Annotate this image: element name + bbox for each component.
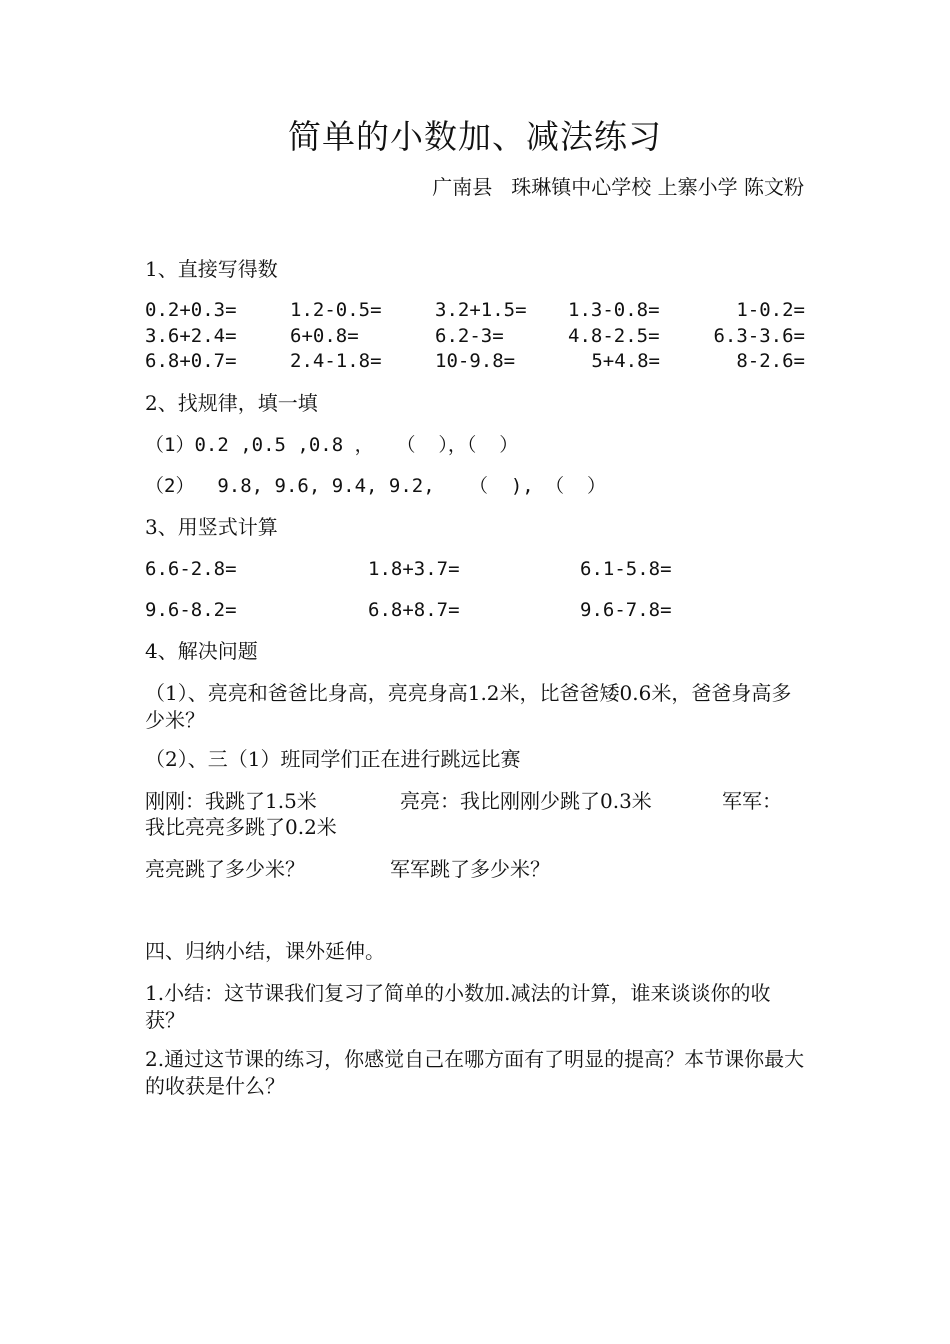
summary-heading: 四、归纳小结，课外延伸。	[145, 939, 385, 963]
exercise-cell: 6.2-3=	[435, 325, 504, 347]
problem-2: （2）、三（1）班同学们正在进行跳远比赛	[145, 747, 521, 771]
pattern-item-2: （2） 9.8, 9.6, 9.4, 9.2, （ ), （ ）	[145, 475, 607, 497]
exercise-cell: 6.8+0.7=	[145, 350, 237, 372]
section4-heading: 4、解决问题	[145, 639, 258, 663]
exercise-cell: 10-9.8=	[435, 350, 516, 372]
exercise-cell: 8-2.6=	[736, 350, 805, 372]
question-junjun: 军军跳了多少米？	[390, 857, 550, 881]
vertical-calc-cell: 6.1-5.8=	[580, 558, 672, 580]
exercise-cell: 1-0.2=	[736, 299, 805, 321]
summary-item-1: 1.小结：这节课我们复习了简单的小数加.减法的计算，谁来谈谈你的收获？	[145, 981, 771, 1032]
speech-liangliang: 亮亮：我比刚刚少跳了0.3米	[400, 789, 652, 813]
section3-heading: 3、用竖式计算	[145, 515, 278, 539]
exercise-cell: 1.3-0.8=	[568, 299, 660, 321]
exercise-cell: 6.3-3.6=	[713, 325, 805, 347]
exercise-cell: 0.2+0.3=	[145, 299, 237, 321]
exercise-cell: 4.8-2.5=	[568, 325, 660, 347]
vertical-calc-cell: 1.8+3.7=	[368, 558, 460, 580]
exercise-cell: 3.6+2.4=	[145, 325, 237, 347]
section2-heading: 2、找规律，填一填	[145, 391, 318, 415]
exercise-cell: 3.2+1.5=	[435, 299, 527, 321]
vertical-calc-cell: 6.8+8.7=	[368, 599, 460, 621]
exercise-cell: 6+0.8=	[290, 325, 359, 347]
speech-gangang: 刚刚：我跳了1.5米	[145, 789, 317, 813]
problem-1: （1）、亮亮和爸爸比身高，亮亮身高1.2米，比爸爸矮0.6米，爸爸身高多少米？	[145, 681, 792, 732]
vertical-calc-cell: 9.6-8.2=	[145, 599, 237, 621]
author-line: 广南县 珠琳镇中心学校 上寨小学 陈文粉	[432, 175, 804, 199]
exercise-cell: 5+4.8=	[591, 350, 660, 372]
speech-junjun: 我比亮亮多跳了0.2米	[145, 815, 337, 839]
section1-heading: 1、直接写得数	[145, 257, 278, 281]
vertical-calc-cell: 9.6-7.8=	[580, 599, 672, 621]
page-title: 简单的小数加、减法练习	[288, 117, 662, 156]
vertical-calc-cell: 6.6-2.8=	[145, 558, 237, 580]
question-liangliang: 亮亮跳了多少米？	[145, 857, 305, 881]
summary-item-2: 2.通过这节课的练习，你感觉自己在哪方面有了明显的提高？本节课你最大的收获是什么？	[145, 1047, 805, 1098]
exercise-cell: 2.4-1.8=	[290, 350, 382, 372]
exercise-cell: 1.2-0.5=	[290, 299, 382, 321]
pattern-item-1: （1）0.2 ,0.5 ,0.8 ， （ ），（ ）	[145, 434, 519, 456]
speech-junjun-label: 军军：	[722, 789, 782, 813]
